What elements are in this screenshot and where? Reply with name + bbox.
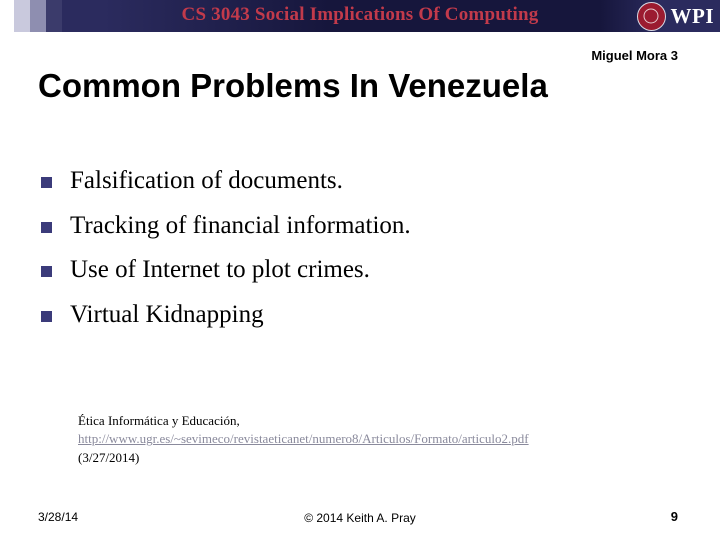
bullet-text: Tracking of financial information. (70, 211, 411, 239)
list-item (38, 299, 678, 332)
bullet-text: Virtual Kidnapping (70, 300, 264, 328)
wpi-seal-icon (637, 2, 666, 31)
footer-date: 3/28/14 (38, 510, 79, 524)
author-label: Miguel Mora 3 (591, 48, 678, 63)
citation-link[interactable]: http://www.ugr.es/~sevimeco/revistaeticanet/numero8/Articulos/Formato/articulo2.pdf (78, 431, 529, 447)
bullet-text: Falsification of documents. (70, 167, 343, 194)
citation-source: Ética Informática y Educación, (78, 413, 240, 428)
list-item (38, 165, 678, 198)
wpi-wordmark: WPI (670, 3, 714, 28)
list-item (38, 210, 678, 243)
citation-accessed-date: (3/27/2014) (78, 449, 140, 465)
footer-page-number: 9 (670, 509, 678, 524)
bullet-list (38, 165, 678, 343)
citation (78, 412, 658, 467)
list-item (38, 254, 678, 287)
footer-copyright: © 2014 Keith A. Pray (304, 511, 416, 525)
slide-header-band (0, 0, 720, 32)
wpi-logo (602, 1, 714, 31)
bullet-text: Use of Internet to plot crimes. (70, 256, 370, 283)
course-title: CS 3043 Social Implications Of Computing (181, 4, 539, 25)
page-title: Common Problems In Venezuela (38, 67, 548, 104)
